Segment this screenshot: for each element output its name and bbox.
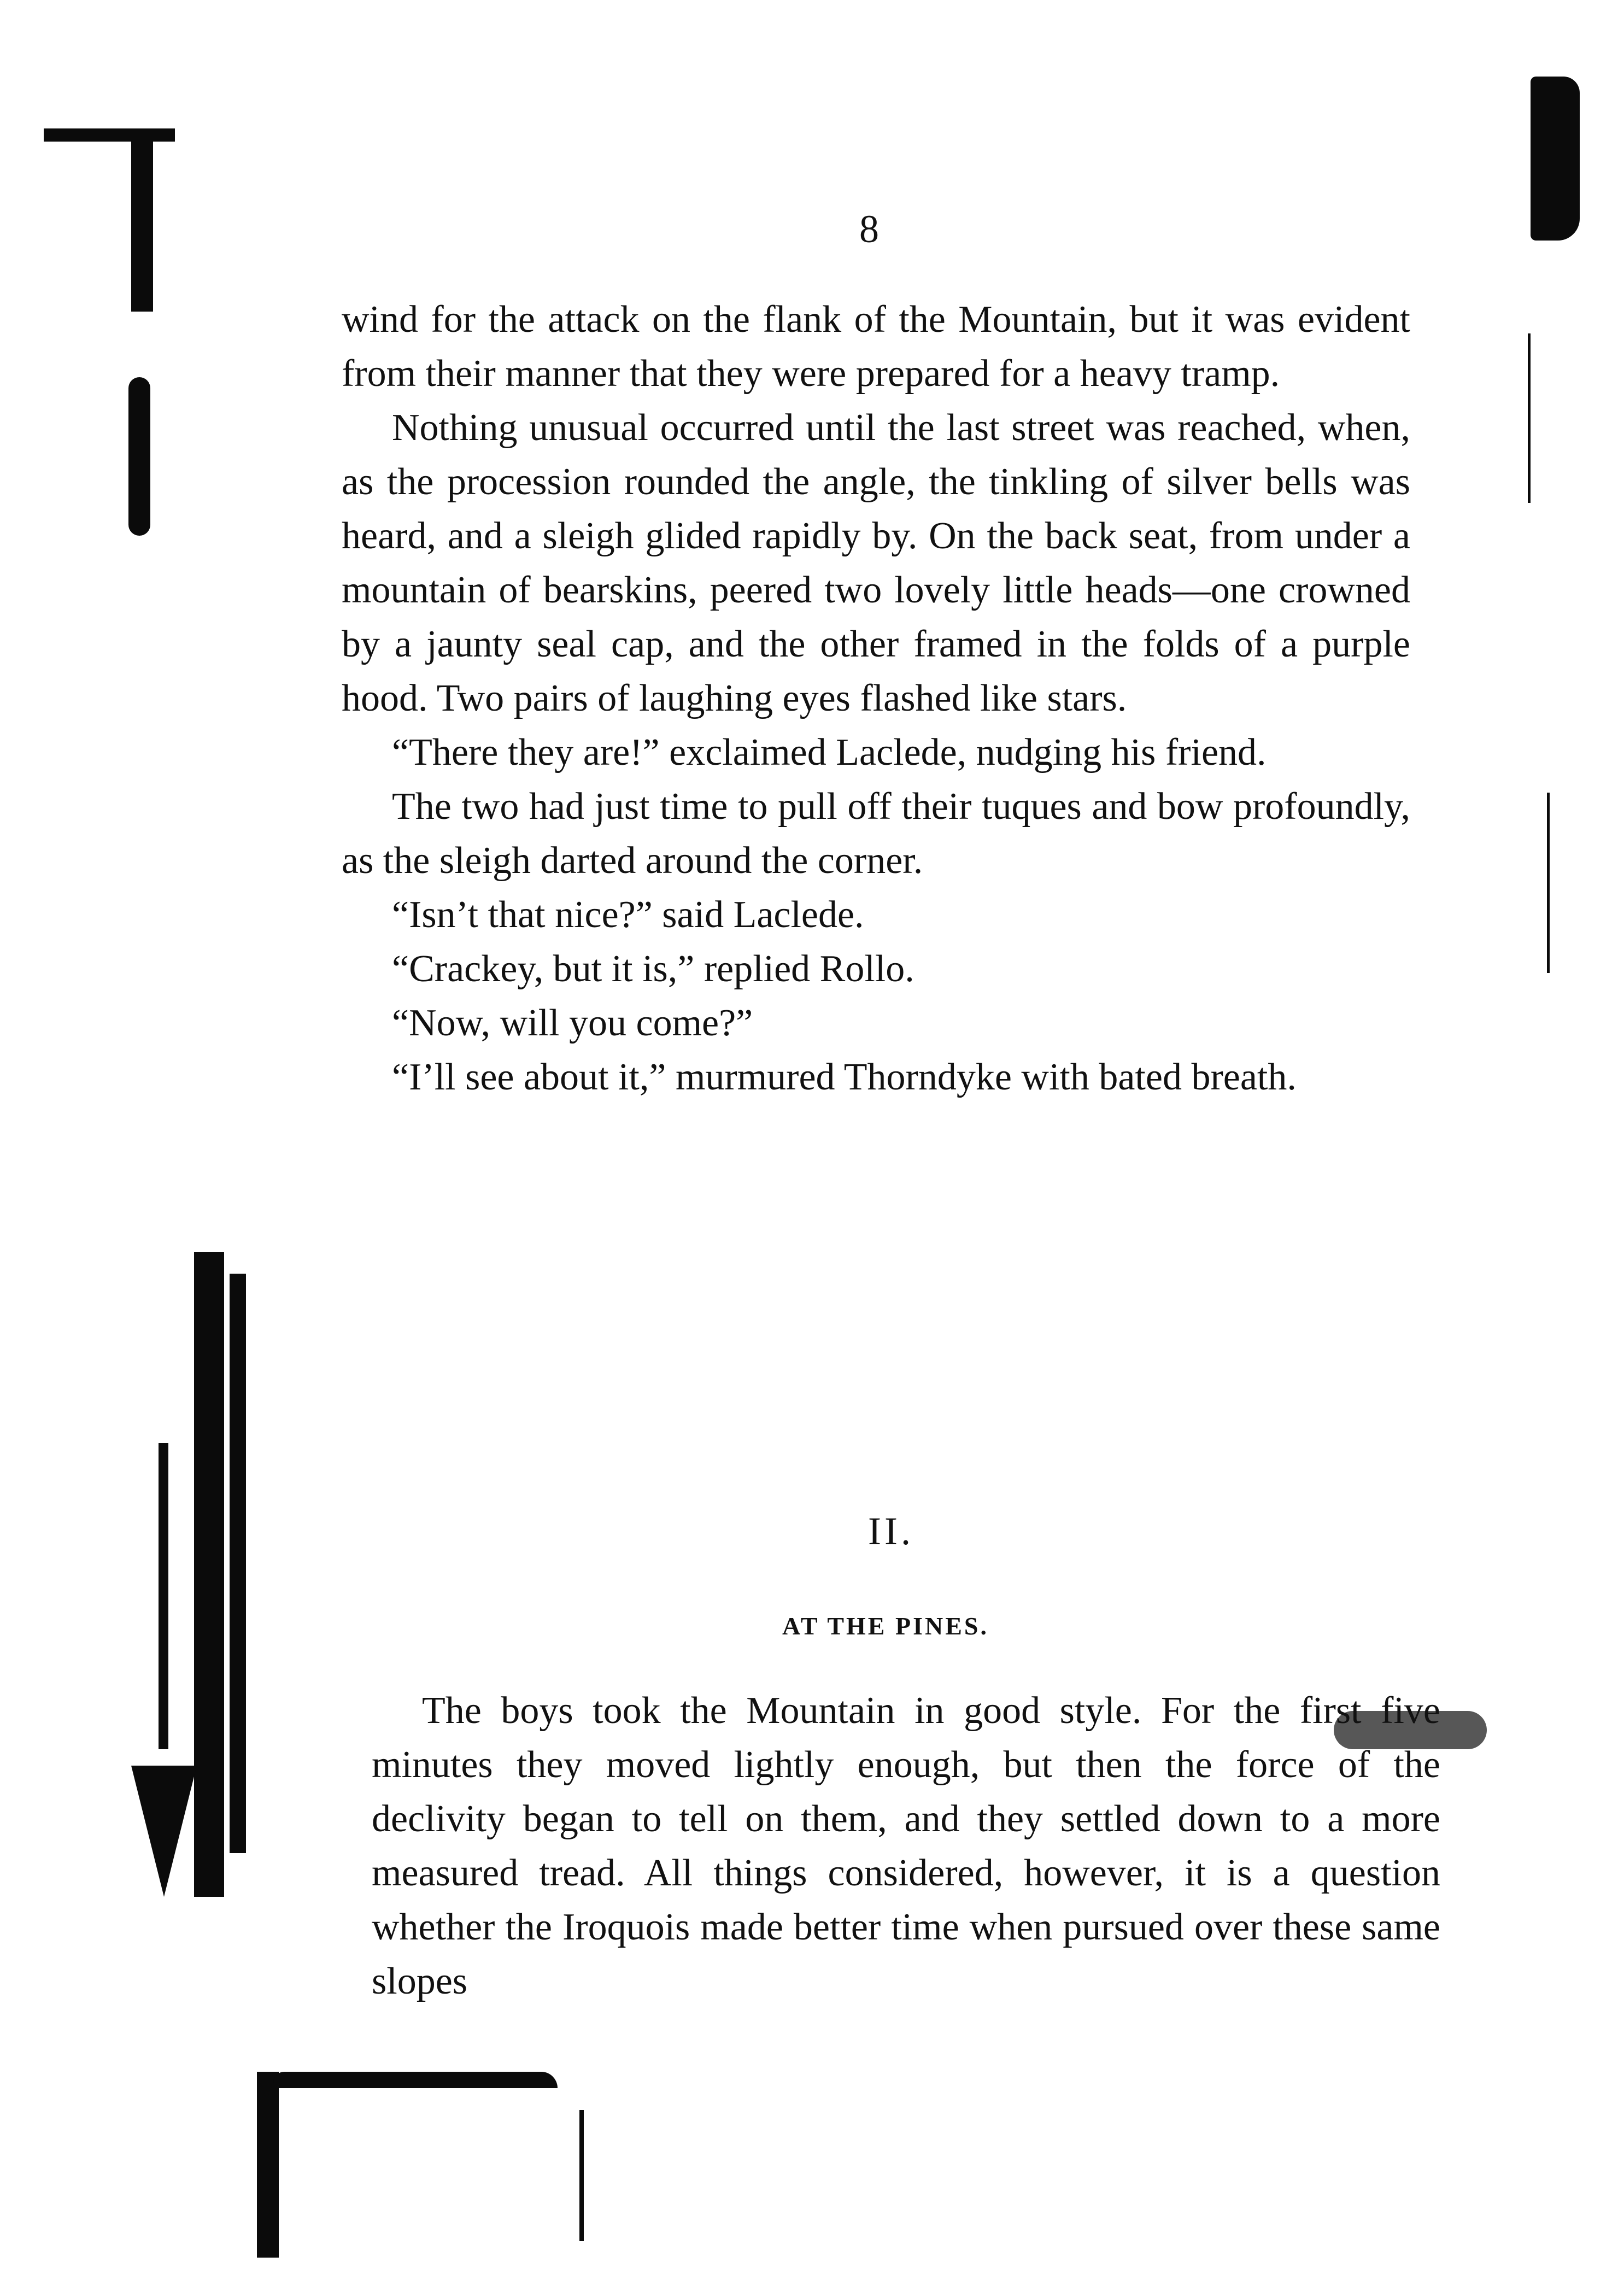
text-block-top (342, 292, 1410, 1104)
paragraph: The boys took the Mountain in good style. For the first five minutes they moved lightly enough, but then the force of the declivity began to tell on them, and they settled down to a more measured tread. All things considered, however, it is a question whether the Iroquois made better time when pursued over these same slopes (372, 1690, 1440, 2002)
scan-artifact-left-long-bar-2 (230, 1274, 246, 1853)
paragraph: wind for the attack on the flank of the Mountain, but it was evident from their manner that they were prepared for a heavy tramp. (342, 298, 1410, 395)
paragraph: The two had just time to pull off their tuques and bow profoundly, as the sleigh darted around the corner. (342, 786, 1410, 882)
scan-artifact-right-thin-line (1528, 333, 1531, 503)
page-number: 8 (859, 207, 879, 251)
paragraph: Nothing unusual occurred until the last street was reached, when, as the procession rounded the angle, the tinkling of silver bells was heard, and a sleigh glided rapidly by. On the back seat, from under a mountain of bearskins, peered two lovely little heads—one crowned by a jaunty seal cap, and the other framed in the folds of a purple hood. Two pairs of laughing eyes flashed like stars. (342, 407, 1410, 719)
scan-artifact-left-thin-bar (159, 1443, 168, 1749)
scan-artifact-right-thin-line-2 (1547, 793, 1550, 973)
paragraph: “Now, will you come?” (392, 1002, 753, 1044)
paragraph: “I’ll see about it,” murmured Thorndyke with bated breath. (392, 1056, 1297, 1098)
paragraph: “Crackey, but it is,” replied Rollo. (392, 948, 914, 990)
scan-artifact-bottom-left-block (257, 2072, 279, 2258)
scan-artifact-left-long-bar (194, 1252, 224, 1897)
scan-artifact-arrow-left (131, 1766, 197, 1897)
scan-artifact-left-blob (128, 377, 150, 536)
chapter-number: II. (868, 1509, 914, 1553)
chapter-title: AT THE PINES. (782, 1612, 989, 1640)
text-block-bottom (372, 1684, 1440, 2008)
scan-artifact-bottom-left-curve (273, 2072, 558, 2088)
scan-artifact-top-left-stem (131, 131, 153, 312)
paragraph: “There they are!” exclaimed Laclede, nudging his friend. (392, 731, 1267, 773)
scan-artifact-top-left-bar (44, 128, 175, 142)
scan-artifact-bottom-stub (579, 2110, 584, 2241)
paragraph: “Isn’t that nice?” said Laclede. (392, 894, 864, 936)
scan-artifact-top-right-bar (1531, 77, 1580, 241)
